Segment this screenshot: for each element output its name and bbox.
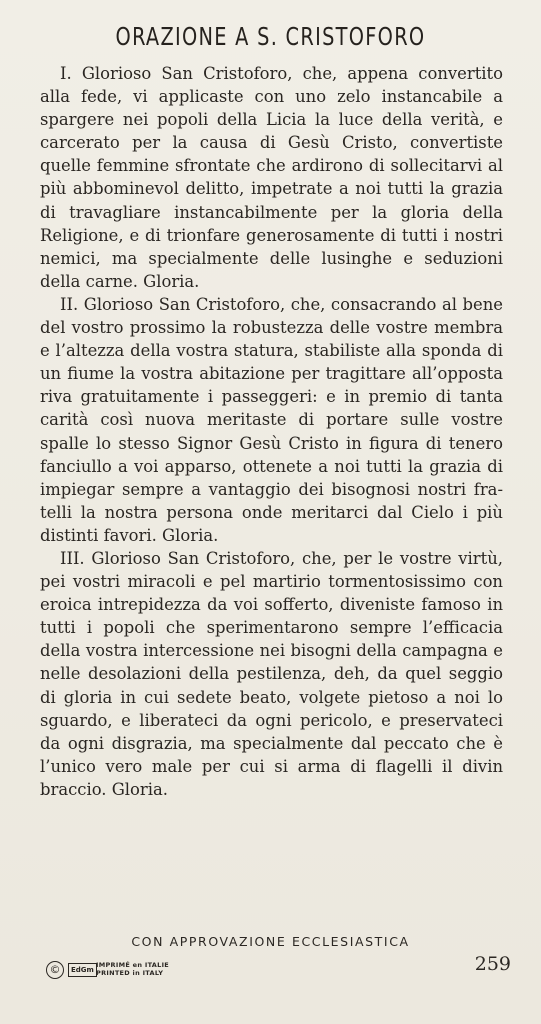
prayer-paragraph-3: III. Glorioso San Cristoforo, che, per le vostre virtù, pei vostri miracoli e pel martirio tormentosissimo con eroica intrepidezza da voi sofferto, diveniste famoso in tutti i popoli che sperimentarono sempre l’efficacia della vostra intercessione nei bisogni della campagna e nelle desolazioni della pestilenza, deh, da quel seggio di gloria in cui sedete beato, volgete pietoso a noi lo sguardo, e liberateci da ogni pericolo, e preservateci da ogni disgrazia, ma specialmente dal peccato che è l’unico vero male per cui si arma di flagelli il divin braccio. Gloria. — [40, 548, 503, 799]
page-number: 259 — [474, 953, 511, 975]
publisher-badge: EdGm — [68, 963, 97, 977]
print-origin — [96, 961, 169, 977]
imprint-line-en: PRINTED in ITALY — [96, 969, 164, 977]
prayer-paragraph-2: II. Glorioso San Cristoforo, che, consacrando al bene del vostro prossimo la robustezza delle vostre membra e l’altezza della vostra statura, stabiliste alla sponda di un fiume la vostra abitazione per tragittare all’opposta riva gratuitamente i passeggeri: e in premio di tanta carità così nuova meritaste di portare sulle vostre spalle lo stesso Signor Gesù Cristo in figura di tenero fanciullo a voi apparso, ottenete a noi tutti la grazia di impiegar sempre a vantaggio dei bisognosi nostri fratelli la nostra persona onde meritarci dal Cielo i più distinti favori. Gloria. — [40, 294, 503, 545]
page-title: ORAZIONE A S. CRISTOFORO — [115, 22, 426, 51]
prayer-text — [40, 62, 503, 801]
copyright-icon: © — [46, 961, 64, 979]
publisher-logo — [46, 958, 97, 982]
prayer-paragraph-1: I. Glorioso San Cristoforo, che, appena convertito alla fede, vi applicaste con uno zelo instancabile a spargere nei popoli della Licia la luce della verità, e carcerato per la causa di Gesù Cristo, convertiste quelle femmine sfrontate che ardirono di sollecitarvi al più abbominevol delitto, impetrate a noi tutti la grazia di travagliare instancabilmente per la gloria della Religione, e di trionfare generosamente di tutti i nostri nemici, ma specialmente delle lusinghe e seduzioni della carne. Gloria. — [40, 64, 503, 291]
imprint-line-fr: IMPRIMÉ en ITALIE — [96, 961, 170, 969]
ecclesiastical-approval: CON APPROVAZIONE ECCLESIASTICA — [131, 934, 410, 949]
